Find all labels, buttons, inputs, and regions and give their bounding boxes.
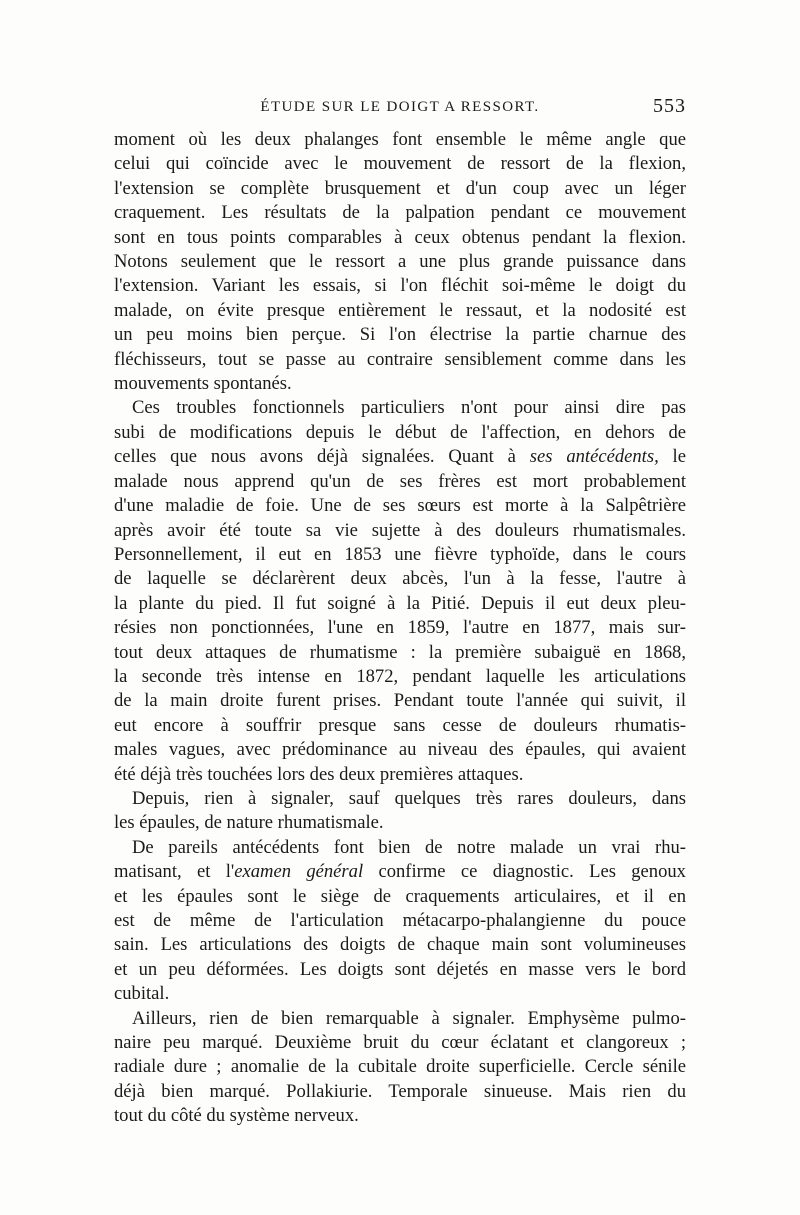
text-line: Personnellement, il eut en 1853 une fièvre typhoïde, dans le cours: [114, 543, 686, 565]
text-line: males vagues, avec prédominance au niveau des épaules, qui avaient: [114, 739, 686, 761]
text-line: Ailleurs, rien de bien remarquable à signaler. Emphysème pulmo-: [132, 1007, 686, 1029]
text-line: sain. Les articulations des doigts de chaque main sont volumineuses: [114, 934, 686, 956]
text-line: tout deux attaques de rhumatisme : la première subaiguë en 1868,: [114, 641, 686, 663]
paragraph-2: [114, 396, 686, 787]
italic-fragment: ses antécédents,: [529, 446, 659, 468]
text-line: Depuis, rien à signaler, sauf quelques très rares douleurs, dans: [132, 787, 686, 809]
text-line: malade, on évite presque entièrement le ressaut, et la nodosité est: [114, 299, 686, 321]
page-number: 553: [653, 95, 686, 117]
page-header: [114, 95, 686, 119]
text-line-mixed: [114, 445, 686, 469]
text-line: un peu moins bien perçue. Si l'on électrise la partie charnue des: [114, 324, 686, 346]
italic-fragment: examen général: [234, 861, 364, 883]
text-line: moment où les deux phalanges font ensemble le même angle que: [114, 129, 686, 150]
text-line: Ces troubles fonctionnels particuliers n'ont pour ainsi dire pas: [132, 397, 686, 419]
paragraph-4: [114, 836, 686, 1007]
text-line: et les épaules sont le siège de craquements articulaires, et il en: [114, 885, 686, 907]
text-line: et un peu déformées. Les doigts sont déjetés en masse vers le bord: [114, 958, 686, 980]
text-line: résies non ponctionnées, l'une en 1859, l'autre en 1877, mais sur-: [114, 617, 686, 639]
text-line: l'extension se complète brusquement et d'un coup avec un léger: [114, 177, 686, 199]
text-line: est de même de l'articulation métacarpo-phalangienne du pouce: [114, 910, 686, 931]
paragraph-1: [114, 128, 686, 396]
paragraph-3: [114, 787, 686, 836]
text-line: sont en tous points comparables à ceux obtenus pendant la flexion.: [114, 226, 686, 248]
text-line: celui qui coïncide avec le mouvement de ressort de la flexion,: [114, 153, 686, 175]
text-line: été déjà très touchées lors des deux premières attaques.: [114, 763, 524, 785]
text-line: l'extension. Variant les essais, si l'on fléchit soi-même le doigt du: [114, 275, 686, 297]
body-text: [114, 128, 686, 1129]
text-line: cubital.: [114, 983, 170, 1005]
text-line: malade nous apprend qu'un de ses frères est mort probablement: [114, 470, 686, 492]
text-line: la plante du pied. Il fut soigné à la Pitié. Depuis il eut deux pleu-: [114, 592, 686, 614]
text-line: les épaules, de nature rhumatismale.: [114, 812, 384, 834]
text-line: De pareils antécédents font bien de notre malade un vrai rhu-: [132, 836, 686, 858]
text-line: de la main droite furent prises. Pendant toute l'année qui suivit, il: [114, 690, 686, 712]
text-line: d'une maladie de foie. Une de ses sœurs est morte à la Salpêtrière: [114, 495, 686, 517]
text-line: craquement. Les résultats de la palpation pendant ce mouvement: [114, 202, 686, 224]
text-line: la seconde très intense en 1872, pendant laquelle les articulations: [114, 665, 686, 687]
text-line: après avoir été toute sa vie sujette à des douleurs rhumatismales.: [114, 519, 686, 541]
paragraph-5: [114, 1007, 686, 1129]
text-line: déjà bien marqué. Pollakiurie. Temporale sinueuse. Mais rien du: [114, 1080, 686, 1102]
text-fragment: celles que nous avons déjà signalées. Quant à: [114, 446, 516, 468]
text-line: naire peu marqué. Deuxième bruit du cœur éclatant et clangoreux ;: [114, 1032, 686, 1054]
text-line: de laquelle se déclarèrent deux abcès, l'un à la fesse, l'autre à: [114, 568, 686, 590]
text-line: Notons seulement que le ressort a une plus grande puissance dans: [114, 251, 686, 273]
text-fragment: confirme ce diagnostic. Les genoux: [363, 861, 686, 883]
text-line-mixed: [114, 860, 686, 884]
text-fragment: matisant, et l': [114, 861, 235, 883]
running-title: ÉTUDE SUR LE DOIGT A RESSORT.: [260, 99, 540, 115]
text-line: subi de modifications depuis le début de l'affection, en dehors de: [114, 421, 686, 443]
text-line: tout du côté du système nerveux.: [114, 1105, 359, 1127]
text-fragment: le: [658, 446, 686, 468]
text-line: eut encore à souffrir presque sans cesse de douleurs rhumatis-: [114, 714, 686, 736]
text-line: radiale dure ; anomalie de la cubitale droite superficielle. Cercle sénile: [114, 1056, 686, 1078]
text-line: mouvements spontanés.: [114, 373, 292, 395]
text-line: fléchisseurs, tout se passe au contraire sensiblement comme dans les: [114, 348, 686, 370]
